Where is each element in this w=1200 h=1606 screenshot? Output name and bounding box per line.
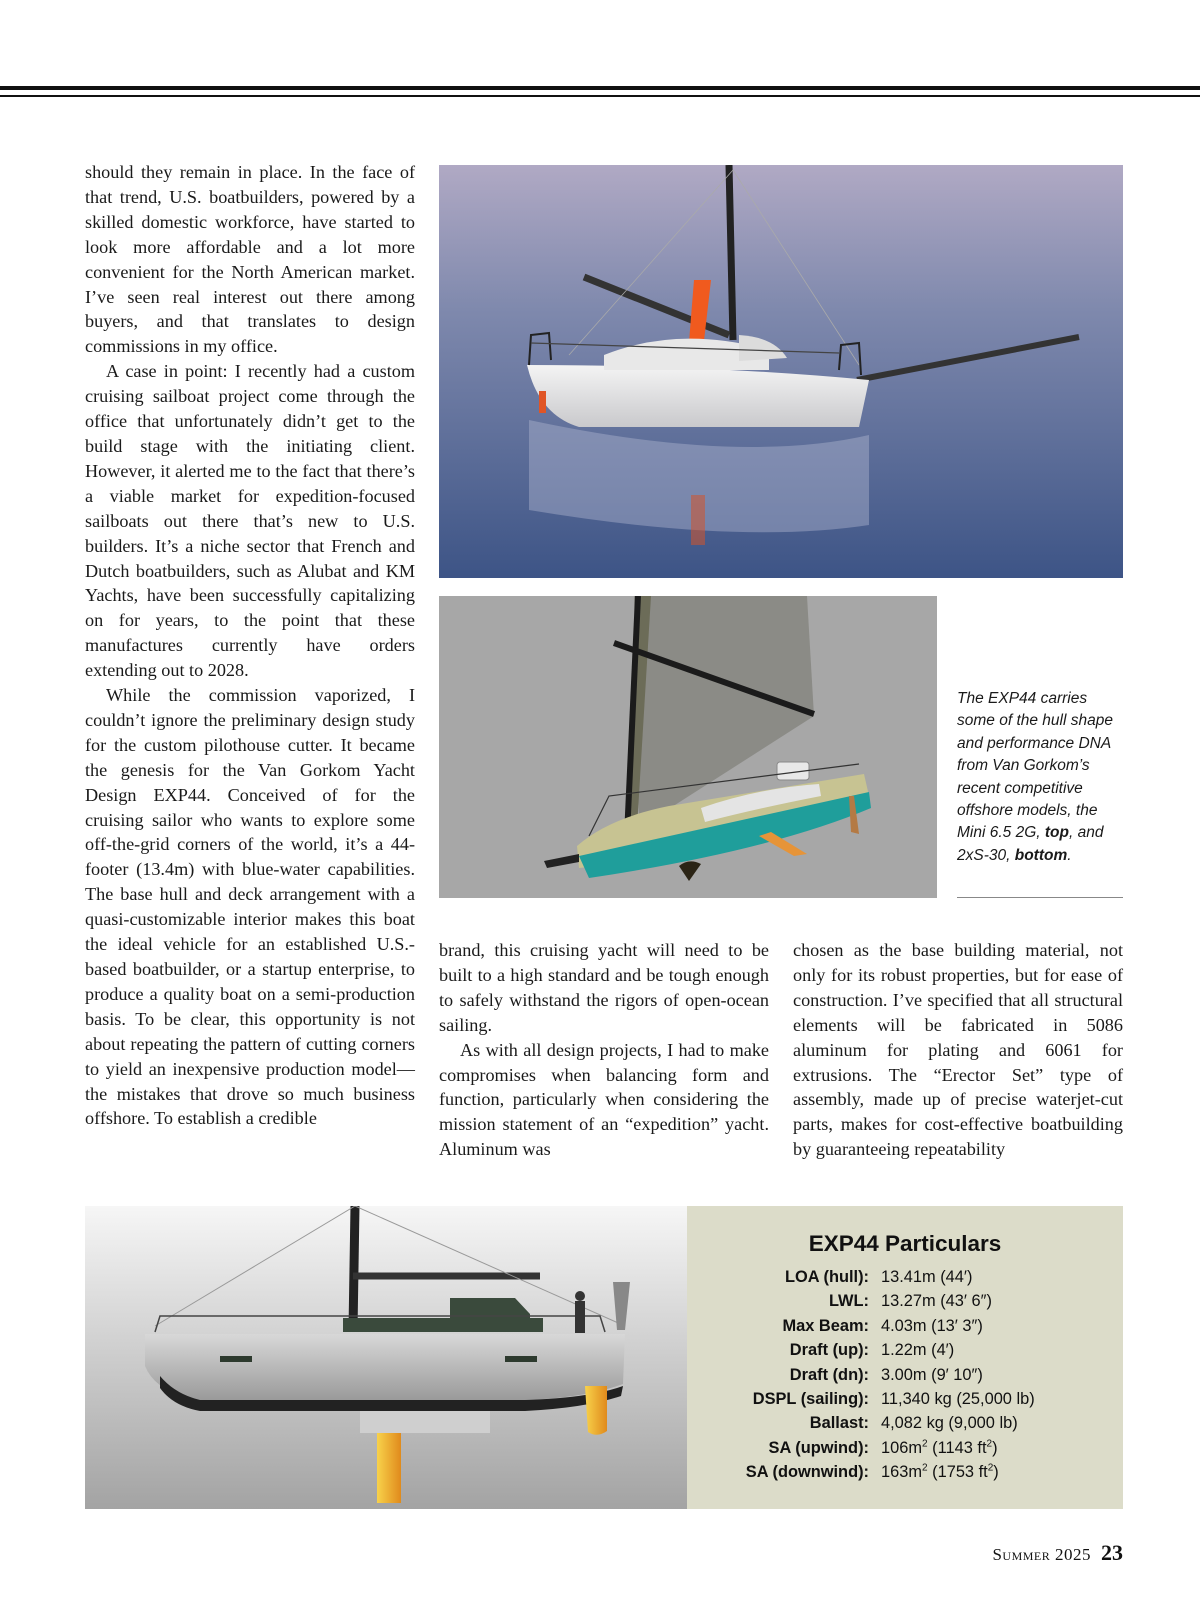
caption-rule xyxy=(957,897,1123,898)
spec-row: SA (downwind): $163m^2$ (1753 $ft^2$) xyxy=(745,1462,999,1482)
issue-label: Summer 2025 xyxy=(992,1545,1091,1564)
spec-row: Ballast: 4,082 kg (9,000 lb) xyxy=(809,1414,1018,1433)
paragraph: should they remain in place. In the face of that trend, U.S. boatbuilders, powered by a skilled domestic workforce, have started to look more affordable and a lot more convenient for the North American market. I’ve seen real interest out there among buyers, and that translates to design commissions in my office. xyxy=(85,162,415,357)
specs-table xyxy=(687,1268,1123,1488)
spec-row: LWL: 13.27m (43′ 6″) xyxy=(828,1292,992,1311)
spec-row: DSPL (sailing): 11,340 kg (25,000 lb) xyxy=(752,1389,1035,1408)
2xs-30-photo xyxy=(439,596,937,898)
header-rule-thin xyxy=(0,95,1200,97)
mini-6.5-2g-photo xyxy=(439,165,1123,578)
page-folio xyxy=(992,1540,1123,1566)
body-column-3 xyxy=(793,938,1123,1162)
paragraph: brand, this cruising yacht will need to be built to a high standard and be tough enough to safely withstand the rigors of open-ocean sailing. xyxy=(439,940,769,1035)
header-rule-thick xyxy=(0,86,1200,90)
paragraph: chosen as the base building material, not only for its robust properties, but for ease of construction. I’ve specified that all structural elements will be fabricated in 5086 aluminum for plating and 6061 for extrusions. The “Erector Set” type of assembly, made up of precise waterjet-cut parts, makes for cost-effective boatbuilding by guaranteeing repeatability xyxy=(793,940,1123,1160)
page-number: 23 xyxy=(1101,1540,1123,1565)
paragraph: As with all design projects, I had to make compromises when balancing form and function, particularly when considering the mission statement of an “expedition” yacht. Aluminum was xyxy=(439,1039,769,1160)
spec-row: Draft (up): 1.22m (4′) xyxy=(789,1341,955,1360)
spec-row: SA (upwind): $106m^2$ (1143 $ft^2$) xyxy=(768,1438,998,1457)
specs-title: EXP44 Particulars xyxy=(808,1231,1002,1256)
specs-panel xyxy=(687,1206,1123,1509)
body-column-2 xyxy=(439,938,769,1162)
exp44-profile-photo xyxy=(85,1206,687,1509)
spec-row: Draft (dn): 3.00m (9′ 10″) xyxy=(789,1365,983,1384)
paragraph: While the commission vaporized, I couldn’t ignore the preliminary design study for the custom pilothouse cutter. It became the genesis for the Van Gorkom Yacht Design EXP44. Conceived of for the cruising sailor who wants to explore some off-the-grid corners of the world, it’s a 44-footer (13.4m) with blue-water capabilities. The base hull and deck arrangement with a quasi-customizable interior makes this boat the ideal vehicle for an established U.S.-based boatbuilder, or a startup enterprise, to produce a quality boat on a semi-production basis. To be clear, this opportunity is not about repeating the pattern of cutting corners to yield an inexpensive production model—the mistakes that drove so much business offshore. To establish a credible xyxy=(85,685,415,1129)
paragraph: A case in point: I recently had a custom cruising sailboat project come through the office that unfortunately didn’t get to the build stage with the initiating client. However, it alerted me to the fact that there’s a viable market for expedition-focused sailboats out there that’s new to U.S. builders. It’s a niche sector that French and Dutch boatbuilders, such as Alubat and KM Yachts, have been successfully capitalizing on for years, to the point that these manufactures currently have orders extending out to 2028. xyxy=(85,361,415,681)
spec-row: Max Beam: 4.03m (13′ 3″) xyxy=(782,1316,983,1335)
body-column-1 xyxy=(85,160,415,1131)
photo-caption: The EXP44 carries some of the hull shape and performance DNA from Van Gorkom’s recent competitive offshore models, the Mini 6.5 2G, top, and 2xS-30, bottom. xyxy=(957,690,1113,864)
spec-row: LOA (hull): 13.41m (44′) xyxy=(784,1268,973,1286)
